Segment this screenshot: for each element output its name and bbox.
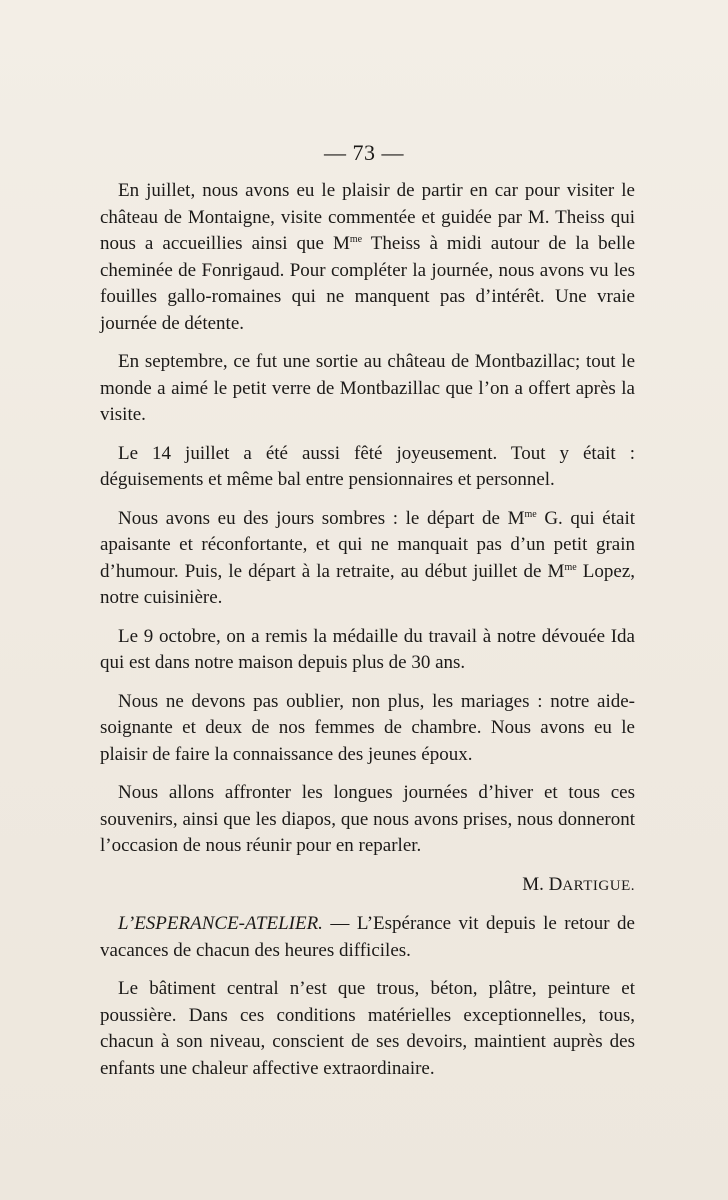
paragraph-text: L’ESPERANCE-ATELIER. bbox=[118, 913, 323, 934]
paragraph-text: Nous avons eu des jours sombres : le départ de M bbox=[118, 507, 525, 529]
superscript-text: me bbox=[564, 561, 577, 573]
paragraph bbox=[100, 624, 635, 677]
paragraph bbox=[100, 178, 635, 337]
signature-initial: M. bbox=[522, 873, 544, 895]
paragraph-text: G. qui était apaisante et réconfortante, et qui ne manquait pas d’un petit grain d’humour. Puis, le départ à la retraite, au début juillet de M bbox=[100, 507, 636, 582]
paragraph-text: En septembre, ce fut une sortie au château de Montbazillac; tout le monde a aimé le petit verre de Montbazillac que l’on a offert après la visite. bbox=[100, 351, 635, 425]
paragraph-text: Le 9 octobre, on a remis la médaille du travail à notre dévouée Ida qui est dans notre maison depuis plus de 30 ans. bbox=[100, 625, 635, 673]
paragraph bbox=[100, 976, 635, 1082]
body-text bbox=[100, 178, 635, 1094]
paragraph bbox=[100, 506, 635, 612]
signature-name-rest: ARTIGUE. bbox=[562, 877, 635, 894]
superscript-text: me bbox=[349, 234, 363, 245]
paragraph bbox=[100, 349, 635, 429]
paragraph bbox=[100, 441, 635, 494]
paragraph-text: Lopez, notre cuisinière. bbox=[100, 560, 635, 608]
paragraph bbox=[100, 689, 635, 769]
paragraph-text: Theiss à midi autour de la belle cheminée de Fonrigaud. Pour compléter la journée, nous avons vu les fouilles gallo-romaines qui ne manquent pas d’intérêt. Une vraie journée de détente. bbox=[100, 233, 635, 334]
paragraph-text: Le 14 juillet a été aussi fêté joyeusement. Tout y était : déguisements et même bal entre pensionnaires et personnel. bbox=[100, 442, 635, 490]
paragraph bbox=[100, 911, 635, 964]
paragraph-text: — L’Espérance vit depuis le retour de vacances de chacun des heures difficiles. bbox=[100, 913, 635, 961]
paragraph-text: Nous allons affronter les longues journées d’hiver et tous ces souvenirs, ainsi que les diapos, que nous avons prises, nous donneront l’occasion de nous réunir pour en reparler. bbox=[100, 782, 635, 856]
paragraph bbox=[100, 780, 635, 860]
signature bbox=[100, 872, 635, 900]
paragraph-text: Nous ne devons pas oublier, non plus, les mariages : notre aide-soignante et deux de nos femmes de chambre. Nous avons eu le plaisir de faire la connaissance des jeunes époux. bbox=[100, 690, 635, 765]
paragraph-group bbox=[100, 178, 635, 860]
page-number: — 73 — bbox=[324, 140, 404, 165]
signature-name-cap: D bbox=[548, 873, 563, 895]
paragraph-group bbox=[100, 911, 635, 1082]
superscript-text: me bbox=[524, 508, 537, 520]
paragraph-text: Le bâtiment central n’est que trous, béton, plâtre, peinture et poussière. Dans ces conditions matérielles exceptionnelles, tous, chacun à son niveau, conscient de ses devoirs, maintient auprès des enfants une chaleur affective extraordinaire. bbox=[100, 978, 635, 1079]
paragraph-text: En juillet, nous avons eu le plaisir de partir en car pour visiter le château de Montaigne, visite commentée et guidée par M. Theiss qui nous a accueillies ainsi que M bbox=[100, 180, 635, 254]
